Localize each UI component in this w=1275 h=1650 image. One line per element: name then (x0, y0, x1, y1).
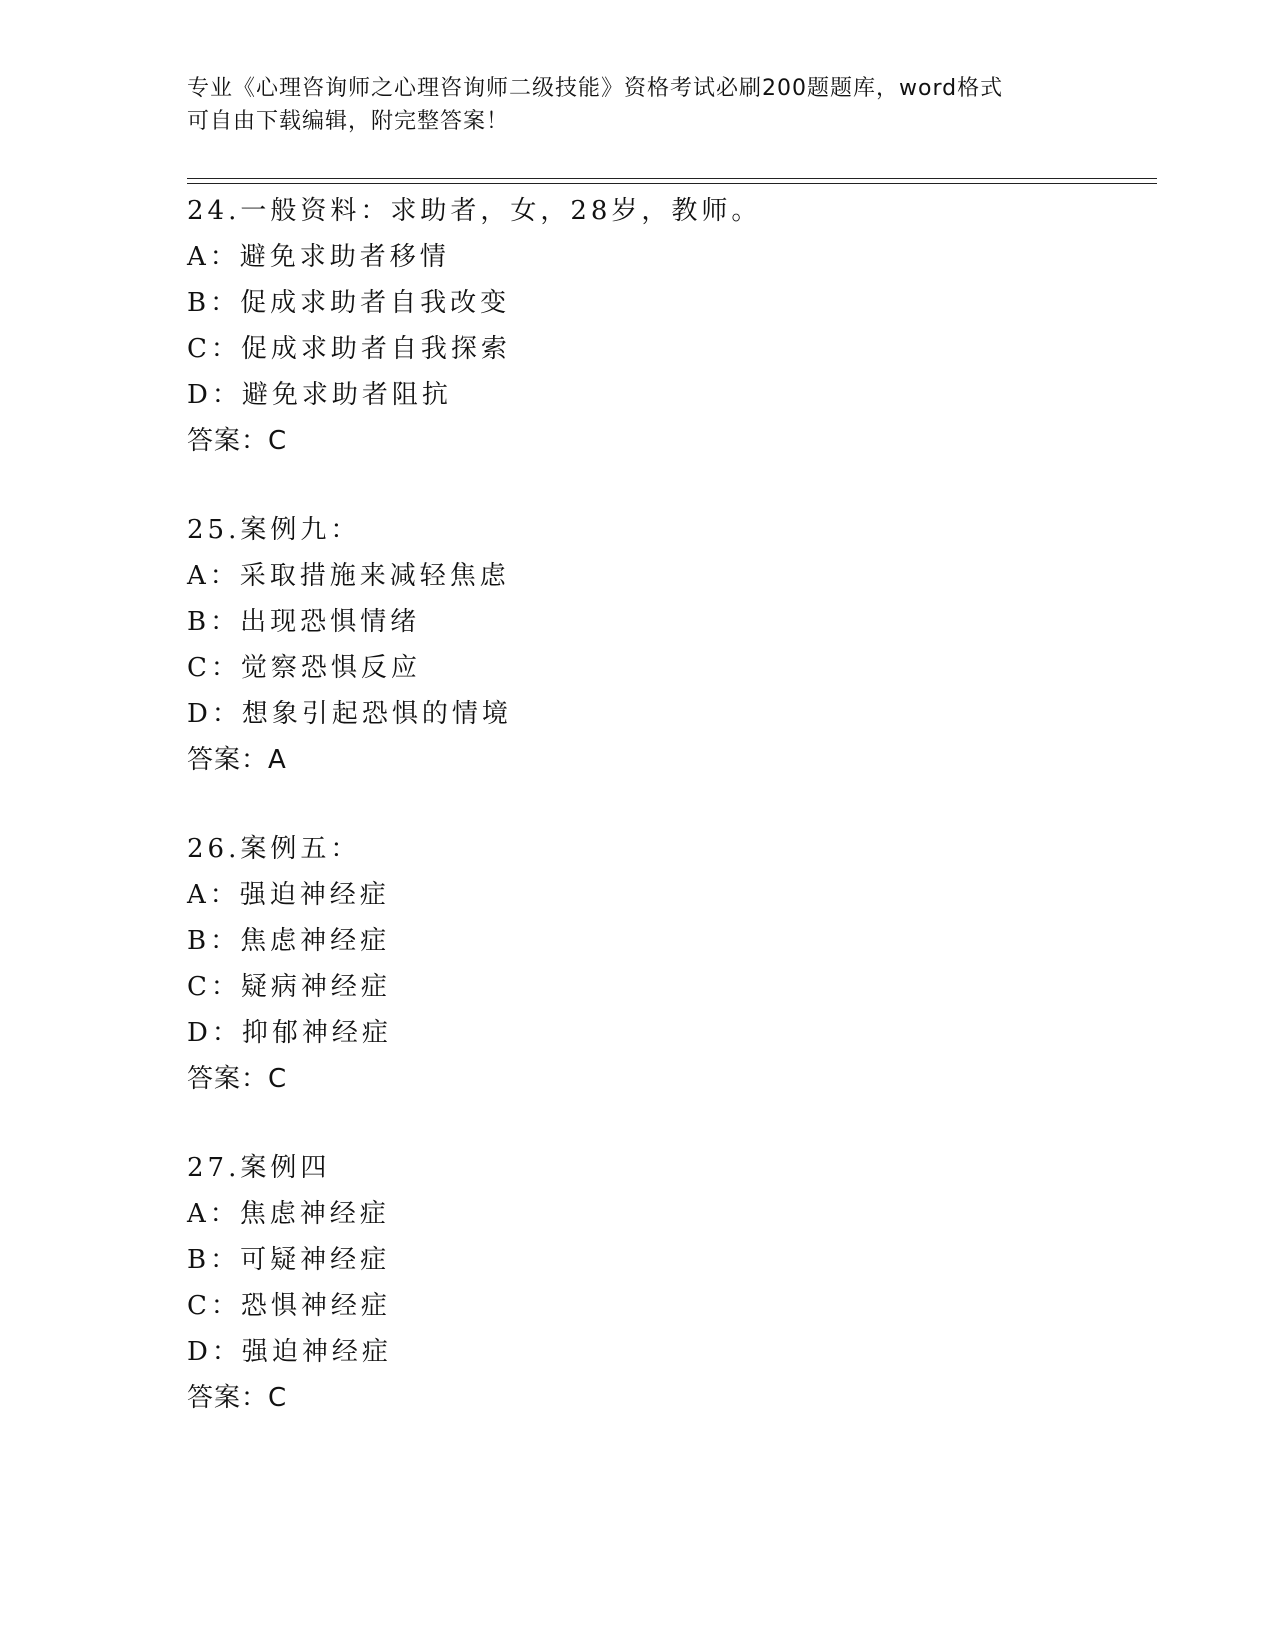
option-b: B：焦虑神经症 (187, 926, 391, 956)
option-a: A：强迫神经症 (187, 880, 390, 910)
option-d: D：想象引起恐惧的情境 (187, 699, 512, 729)
question-25 (187, 507, 1137, 783)
option-c: C：疑病神经症 (187, 972, 391, 1002)
option-b: B：出现恐惧情绪 (187, 607, 421, 637)
header-line-2: 可自由下载编辑，附完整答案！ (187, 109, 510, 134)
option-a: A：采取措施来减轻焦虑 (187, 561, 510, 591)
question-26 (187, 826, 1137, 1102)
option-c: C：觉察恐惧反应 (187, 653, 421, 683)
option-d: D：抑郁神经症 (187, 1018, 392, 1048)
option-c: C：恐惧神经症 (187, 1291, 391, 1321)
option-d: D：强迫神经症 (187, 1337, 392, 1367)
question-title: 26.案例五： (187, 834, 361, 864)
option-d: D：避免求助者阻抗 (187, 380, 452, 410)
question-title: 27.案例四 (187, 1153, 331, 1183)
answer: 答案：C (187, 1383, 288, 1413)
question-list (187, 188, 1137, 1421)
answer: 答案：C (187, 1064, 288, 1094)
option-c: C：促成求助者自我探索 (187, 334, 511, 364)
question-title: 24.一般资料：求助者，女，28岁，教师。 (187, 196, 762, 226)
question-spacer (187, 464, 1137, 507)
option-a: A：焦虑神经症 (187, 1199, 390, 1229)
question-spacer (187, 783, 1137, 826)
question-title: 25.案例九： (187, 515, 361, 545)
header-divider-top (187, 178, 1157, 179)
question-spacer (187, 1102, 1137, 1145)
question-24 (187, 188, 1137, 464)
document-header (187, 72, 1087, 138)
option-b: B：可疑神经症 (187, 1245, 391, 1275)
option-b: B：促成求助者自我改变 (187, 288, 511, 318)
header-line-1: 专业《心理咨询师之心理咨询师二级技能》资格考试必刷200题题库，word格式 (187, 76, 1004, 101)
answer: 答案：A (187, 745, 287, 775)
answer: 答案：C (187, 426, 288, 456)
question-27 (187, 1145, 1137, 1421)
header-divider-bottom (187, 183, 1157, 184)
option-a: A：避免求助者移情 (187, 242, 450, 272)
